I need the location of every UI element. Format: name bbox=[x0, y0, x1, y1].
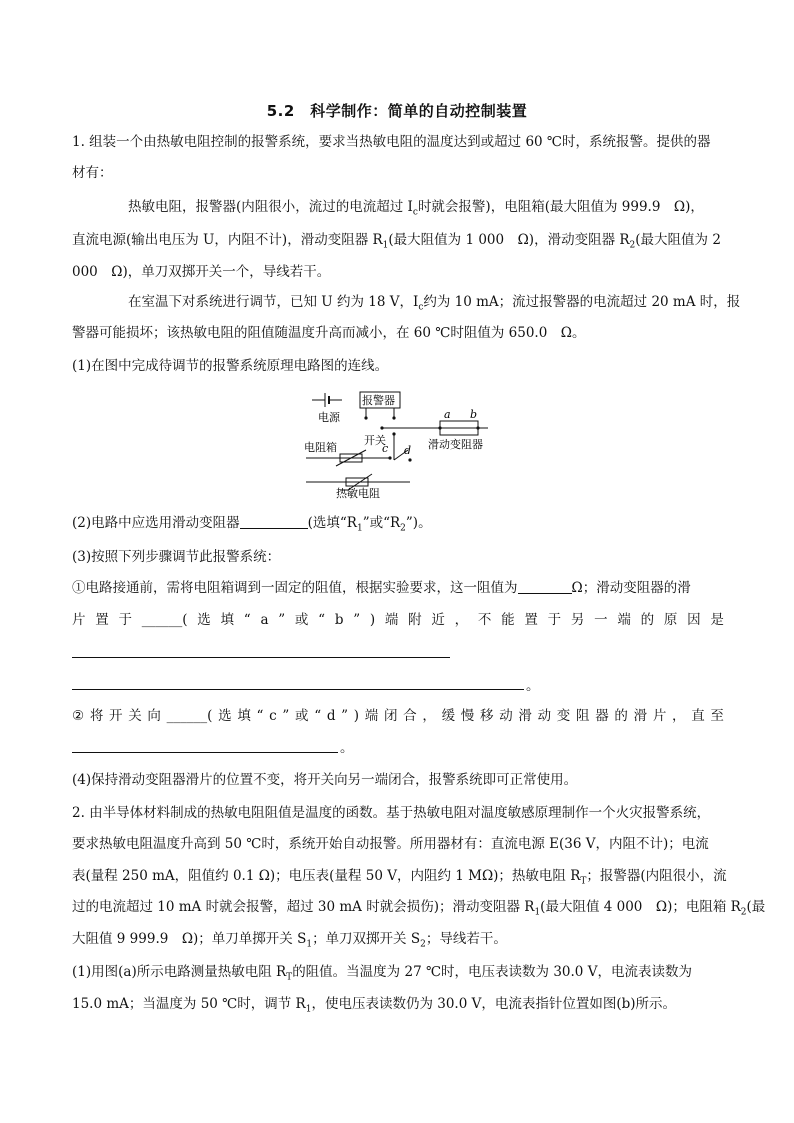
q1-line-4 bbox=[72, 230, 724, 256]
q2-line-5 bbox=[72, 929, 724, 955]
q1-text: 热敏电阻，报警器(内阻很小，流过的电流超过 I bbox=[128, 199, 413, 215]
spread-char: ” bbox=[341, 708, 349, 724]
q1-text: 警器可能损坏；该热敏电阻的阻值随温度升高而减小，在 60 ℃时阻值为 650.0 Ω。 bbox=[72, 325, 586, 341]
spread-char: 向 bbox=[147, 708, 161, 724]
spread-char: 是 bbox=[710, 612, 724, 628]
terminal bbox=[380, 426, 383, 429]
q2-text: (1)用图(a)所示电路测量热敏电阻 R bbox=[72, 964, 287, 980]
spread-char: b bbox=[334, 612, 344, 628]
q1-part-1 bbox=[72, 356, 724, 376]
answer-line[interactable] bbox=[72, 751, 338, 753]
spread-char: 滑 bbox=[518, 708, 532, 724]
spread-char: ” bbox=[282, 708, 290, 724]
answer-line[interactable] bbox=[72, 688, 524, 690]
q1-text: (3)按照下列步骤调节此报警系统： bbox=[72, 549, 281, 565]
q2-part-1-line-2 bbox=[72, 994, 724, 1020]
q2-text: 2. 由半导体材料制成的热敏电阻阻值是温度的函数。基于热敏电阻对温度敏感原理制作一个火灾报警系统， bbox=[72, 805, 711, 821]
spread-char: 缓 bbox=[441, 708, 456, 724]
spread-char: 器 bbox=[595, 708, 609, 724]
spread-char: 闭 bbox=[383, 708, 398, 724]
q1-line-7 bbox=[72, 323, 724, 343]
q2-line-3 bbox=[72, 866, 727, 892]
page-title: 5.2 科学制作：简单的自动控制装置 bbox=[266, 102, 528, 120]
q2-text: ；单刀双掷开关 S bbox=[312, 931, 421, 947]
subscript: T bbox=[286, 972, 293, 983]
q2-text: 过的电流超过 10 mA 时就会报警，超过 30 mA 时就会损伤)；滑动变阻器 R bbox=[72, 899, 535, 915]
label-resistor-box: 电阻箱 bbox=[304, 441, 337, 454]
spread-char: 端 bbox=[364, 708, 379, 724]
subscript: 1 bbox=[356, 523, 363, 534]
q2-text: 大阻值 9 999.9 Ω)；单刀单掷开关 S bbox=[72, 931, 307, 947]
spread-char: ② bbox=[72, 708, 85, 724]
label-d: d bbox=[404, 444, 412, 457]
subscript: 2 bbox=[629, 240, 636, 251]
spread-char: 附 bbox=[408, 612, 422, 628]
spread-char: 滑 bbox=[633, 708, 648, 724]
q1-step-1-line-2 bbox=[72, 610, 724, 630]
q1-text: 000 Ω)，单刀双掷开关一个，导线若干。 bbox=[72, 264, 331, 280]
q1-text: (选填“R bbox=[307, 515, 357, 531]
spread-char: 至 bbox=[710, 708, 724, 724]
spread-char: 或 bbox=[294, 612, 309, 628]
label-b: b bbox=[470, 408, 478, 421]
subscript: 1 bbox=[382, 240, 389, 251]
spread-char: 移 bbox=[479, 708, 494, 724]
circuit-diagram bbox=[300, 388, 500, 500]
label-slider: 滑动变阻器 bbox=[428, 438, 483, 451]
q1-text: ”或“R bbox=[362, 515, 401, 531]
answer-line[interactable] bbox=[72, 656, 450, 658]
spread-char: “ bbox=[314, 708, 322, 724]
period bbox=[526, 676, 556, 696]
spread-char: ， bbox=[422, 708, 436, 724]
subscript: c bbox=[412, 207, 418, 218]
spread-char: 的 bbox=[640, 612, 655, 628]
subscript: 2 bbox=[400, 523, 406, 534]
q1-line-1 bbox=[72, 132, 724, 152]
q2-text: ；导线若干。 bbox=[425, 931, 507, 947]
spread-char: 变 bbox=[556, 708, 571, 724]
spread-char: 将 bbox=[89, 708, 104, 724]
spread-char: 端 bbox=[617, 612, 631, 628]
spread-char: 慢 bbox=[460, 708, 475, 724]
spread-char: 合 bbox=[403, 708, 417, 724]
spread-char: 动 bbox=[499, 708, 513, 724]
terminal bbox=[392, 416, 395, 419]
q1-text: (4)保持滑动变阻器滑片的位置不变，将开关向另一端闭合，报警系统即可正常使用。 bbox=[72, 772, 578, 788]
label-a: a bbox=[444, 408, 451, 421]
terminal-a bbox=[438, 426, 441, 429]
spread-char: ______( bbox=[166, 708, 213, 724]
spread-char: 另 bbox=[570, 612, 585, 628]
terminal-b bbox=[476, 426, 479, 429]
subscript: 1 bbox=[534, 907, 541, 918]
spread-char: 因 bbox=[687, 612, 701, 628]
spread-char: 近 bbox=[431, 612, 445, 628]
spread-text bbox=[72, 610, 724, 630]
spread-char: 能 bbox=[501, 612, 515, 628]
terminal-c bbox=[388, 456, 391, 459]
answer-blank[interactable] bbox=[240, 514, 308, 529]
q1-line-5 bbox=[72, 262, 724, 282]
spread-char: 原 bbox=[663, 612, 678, 628]
spread-char: 于 bbox=[118, 612, 132, 628]
spread-char: 一 bbox=[594, 612, 608, 628]
q2-text: ；报警器(内阻很小，流 bbox=[586, 868, 727, 884]
q1-part-4 bbox=[72, 770, 724, 790]
spread-char: 开 bbox=[109, 708, 123, 724]
spread-char: 的 bbox=[614, 708, 628, 724]
period bbox=[340, 738, 370, 758]
q1-text: ”)。 bbox=[405, 515, 432, 531]
label-switch: 开关 bbox=[364, 434, 386, 447]
spread-char: 端 bbox=[384, 612, 399, 628]
spread-char: 片 bbox=[652, 708, 667, 724]
q1-part-2 bbox=[72, 513, 724, 539]
spread-char: 动 bbox=[537, 708, 552, 724]
spread-char: 不 bbox=[477, 612, 492, 628]
q1-text: (最大阻值为 1 000 Ω)，滑动变阻器 R bbox=[388, 232, 630, 248]
spread-char: “ bbox=[256, 708, 264, 724]
spread-char: “ bbox=[243, 612, 251, 628]
spread-char: 填 bbox=[220, 612, 235, 628]
q1-part-3 bbox=[72, 547, 724, 567]
label-c: c bbox=[382, 442, 389, 455]
spread-char: 置 bbox=[524, 612, 538, 628]
spread-char: “ bbox=[318, 612, 326, 628]
spread-char: 片 bbox=[72, 612, 86, 628]
q1-text: Ω；滑动变阻器的滑 bbox=[571, 580, 691, 596]
spread-char: ) bbox=[353, 708, 360, 724]
q1-text: ①电路接通前，需将电阻箱调到一固定的阻值，根据实验要求，这一阻值为 bbox=[72, 580, 518, 596]
spread-char: 填 bbox=[237, 708, 251, 724]
q1-text: 材有： bbox=[72, 165, 113, 181]
q2-text: 表(量程 250 mA，阻值约 0.1 Ω)；电压表(量程 50 V，内阻约 1 MΩ)；热敏电阻 R bbox=[72, 868, 581, 884]
q1-text: 。 bbox=[340, 740, 354, 756]
q1-step-1 bbox=[72, 578, 724, 598]
label-power: 电源 bbox=[318, 411, 340, 424]
spread-char: 于 bbox=[547, 612, 562, 628]
spread-char: ______( bbox=[141, 612, 188, 628]
spread-char: c bbox=[269, 708, 277, 724]
q1-line-6 bbox=[128, 292, 741, 318]
q1-text: 。 bbox=[526, 678, 540, 694]
spread-text bbox=[72, 706, 724, 726]
q2-text: 的阻值。当温度为 27 ℃时，电压表读数为 30.0 V，电流表读数为 bbox=[292, 964, 692, 980]
label-thermistor: 热敏电阻 bbox=[336, 487, 380, 500]
spread-char: ) bbox=[369, 612, 376, 628]
spread-char: 置 bbox=[95, 612, 109, 628]
q1-text: 约为 10 mA；流过报警器的电流超过 20 mA 时，报 bbox=[423, 294, 741, 310]
q2-text: (最 bbox=[746, 899, 766, 915]
q1-text: (最大阻值为 2 bbox=[635, 232, 721, 248]
q2-line-2 bbox=[72, 834, 724, 854]
answer-blank[interactable] bbox=[518, 579, 572, 594]
label-alarm: 报警器 bbox=[362, 394, 395, 407]
q1-text: 直流电源(输出电压为 U，内阻不计)，滑动变阻器 R bbox=[72, 232, 383, 248]
q1-step-2 bbox=[72, 706, 724, 726]
spread-char: ， bbox=[672, 708, 686, 724]
q2-text: 15.0 mA；当温度为 50 ℃时，调节 R bbox=[72, 996, 306, 1012]
spread-char: ” bbox=[353, 612, 361, 628]
subscript: 2 bbox=[420, 939, 426, 950]
subscript: 1 bbox=[306, 939, 313, 950]
spread-char: 关 bbox=[128, 708, 142, 724]
q1-line-3 bbox=[128, 197, 724, 223]
q2-text: ，使电压表读数仍为 30.0 V，电流表指针位置如图(b)所示。 bbox=[311, 996, 677, 1012]
spread-char: 阻 bbox=[576, 708, 590, 724]
spread-char: d bbox=[326, 708, 336, 724]
subscript: T bbox=[580, 876, 587, 887]
q2-text: (最大阻值 4 000 Ω)；电阻箱 R bbox=[540, 899, 741, 915]
spread-char: 选 bbox=[197, 612, 211, 628]
spread-char: ” bbox=[278, 612, 286, 628]
subscript: c bbox=[418, 302, 424, 313]
q1-text: 在室温下对系统进行调节，已知 U 约为 18 V，I bbox=[128, 294, 419, 310]
terminal bbox=[392, 432, 395, 435]
q2-text: 要求热敏电阻温度升高到 50 ℃时，系统开始自动报警。所用器材有：直流电源 E(36 V，内阻不计)；电流 bbox=[72, 836, 709, 852]
q1-text: 时就会报警)，电阻箱(最大阻值为 999.9 Ω)， bbox=[417, 199, 704, 215]
spread-char: 选 bbox=[218, 708, 232, 724]
q2-line-4 bbox=[72, 897, 766, 923]
spread-char: a bbox=[260, 612, 269, 628]
subscript: 2 bbox=[740, 907, 747, 918]
spread-char: 直 bbox=[691, 708, 705, 724]
q2-part-1-line-1 bbox=[72, 962, 724, 988]
subscript: 1 bbox=[305, 1004, 312, 1015]
q1-text: (1)在图中完成待调节的报警系统原理电路图的连线。 bbox=[72, 358, 389, 374]
q2-line-1 bbox=[72, 803, 724, 823]
terminal-d bbox=[408, 458, 411, 461]
terminal bbox=[364, 416, 367, 419]
q1-text: (2)电路中应选用滑动变阻器 bbox=[72, 515, 240, 531]
q1-line-2 bbox=[72, 163, 724, 183]
spread-char: ， bbox=[454, 612, 469, 628]
spread-char: 或 bbox=[295, 708, 309, 724]
q1-text: 1. 组装一个由热敏电阻控制的报警系统，要求当热敏电阻的温度达到或超过 60 ℃时，系统报警。提供的器 bbox=[72, 134, 711, 150]
